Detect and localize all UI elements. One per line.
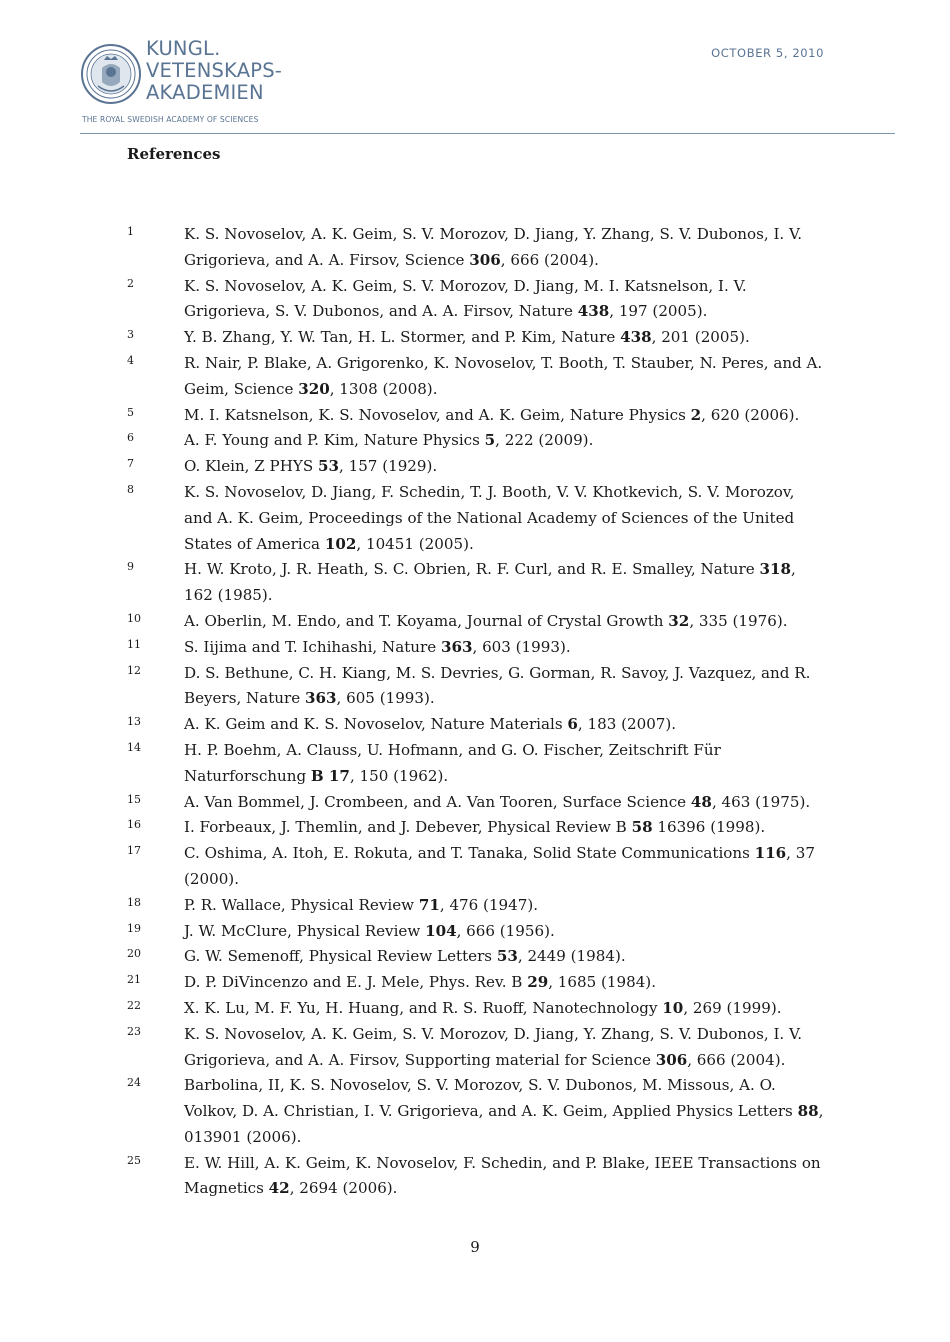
reference-segment: , 222 (2009). — [495, 431, 594, 450]
logo-line: VETENSKAPS- — [146, 59, 283, 82]
reference-segment: , 157 (1929). — [339, 457, 438, 476]
reference-volume: 104 — [425, 921, 457, 940]
reference-item — [0, 274, 950, 326]
reference-text — [184, 661, 824, 713]
reference-text — [184, 325, 824, 351]
reference-volume: 6 — [567, 715, 578, 734]
reference-number: 11 — [127, 637, 141, 651]
reference-volume: 71 — [418, 895, 440, 914]
reference-text — [184, 1073, 824, 1150]
reference-volume: 363 — [304, 689, 337, 708]
reference-volume: 29 — [527, 973, 549, 992]
reference-item — [0, 635, 950, 661]
reference-segment: D. P. DiVincenzo and E. J. Mele, Phys. Rev. B — [184, 973, 528, 992]
reference-volume: 32 — [668, 611, 690, 630]
reference-segment: , 10451 (2005). — [356, 534, 474, 553]
reference-volume: 48 — [690, 792, 712, 811]
reference-item — [0, 454, 950, 480]
reference-item — [0, 996, 950, 1022]
reference-volume: 363 — [440, 637, 473, 656]
reference-segment: , 463 (1975). — [711, 792, 811, 811]
reference-segment: , 37 (2000). — [184, 844, 815, 888]
reference-number: 12 — [127, 663, 141, 677]
reference-number: 8 — [127, 482, 134, 496]
reference-text — [184, 893, 824, 919]
reference-number: 2 — [127, 276, 134, 290]
reference-list — [0, 222, 950, 1202]
reference-item — [0, 351, 950, 403]
reference-text — [184, 403, 824, 429]
academy-subtitle: THE ROYAL SWEDISH ACADEMY OF SCIENCES — [82, 115, 259, 124]
reference-number: 15 — [127, 792, 141, 806]
reference-number: 16 — [127, 818, 141, 832]
reference-item — [0, 480, 950, 557]
reference-segment: , 666 (2004). — [687, 1050, 786, 1069]
reference-segment: , 476 (1947). — [439, 895, 539, 914]
reference-volume: 53 — [317, 457, 339, 476]
reference-number: 21 — [127, 973, 141, 987]
reference-volume: 58 — [631, 818, 653, 837]
reference-item — [0, 428, 950, 454]
reference-number: 20 — [127, 947, 141, 961]
reference-text — [184, 222, 824, 274]
reference-segment: X. K. Lu, M. F. Yu, H. Huang, and R. S. Ruoff, Nanotechnology — [184, 998, 663, 1017]
reference-text — [184, 609, 824, 635]
reference-segment: , 2694 (2006). — [289, 1179, 398, 1198]
reference-number: 7 — [127, 457, 134, 471]
reference-number: 9 — [127, 560, 134, 574]
reference-segment: , 603 (1993). — [472, 637, 571, 656]
reference-volume: 438 — [577, 302, 610, 321]
reference-segment: G. W. Semenoff, Physical Review Letters — [184, 947, 497, 966]
reference-text — [184, 712, 824, 738]
header-divider — [80, 133, 895, 134]
reference-text — [184, 1151, 824, 1203]
reference-segment: , 150 (1962). — [349, 766, 449, 785]
reference-volume: 53 — [496, 947, 518, 966]
reference-number: 14 — [127, 740, 141, 754]
reference-volume: 438 — [620, 328, 652, 347]
reference-segment: A. Oberlin, M. Endo, and T. Koyama, Journal of Crystal Growth — [184, 611, 669, 630]
reference-segment: , 1308 (2008). — [329, 379, 438, 398]
reference-segment: M. I. Katsnelson, K. S. Novoselov, and A. K. Geim, Nature Physics — [184, 405, 691, 424]
reference-volume: 2 — [690, 405, 702, 424]
reference-segment: Barbolina, II, K. S. Novoselov, S. V. Morozov, S. V. Dubonos, M. Missous, A. O. Volkov, D. A. Christian, I. V. Grigorieva, and A. K. Geim, Applied Physics Letters — [184, 1076, 798, 1121]
academy-logo-text — [146, 38, 282, 104]
reference-item — [0, 1022, 950, 1074]
reference-segment: K. S. Novoselov, A. K. Geim, S. V. Morozov, D. Jiang, Y. Zhang, S. V. Dubonos, I. V. Grigorieva, and A. A. Firsov, Supporting material for Science — [184, 1024, 803, 1069]
reference-segment: , 335 (1976). — [689, 611, 788, 630]
reference-text — [184, 480, 824, 557]
reference-segment: , 605 (1993). — [336, 689, 435, 708]
reference-text — [184, 790, 824, 816]
reference-number: 4 — [127, 353, 134, 367]
reference-segment: E. W. Hill, A. K. Geim, K. Novoselov, F. Schedin, and P. Blake, IEEE Transactions on Magnetics — [184, 1153, 821, 1198]
reference-volume: 42 — [268, 1179, 290, 1198]
reference-segment: , 666 (2004). — [500, 250, 599, 269]
reference-segment: , 183 (2007). — [577, 715, 677, 734]
reference-segment: H. W. Kroto, J. R. Heath, S. C. Obrien, R. F. Curl, and R. E. Smalley, Nature — [184, 560, 760, 579]
reference-segment: H. P. Boehm, A. Clauss, U. Hofmann, and G. O. Fischer, Zeitschrift Für Naturforschung — [184, 740, 721, 785]
reference-volume: 102 — [324, 534, 357, 553]
reference-segment: Y. B. Zhang, Y. W. Tan, H. L. Stormer, and P. Kim, Nature — [184, 328, 621, 347]
reference-segment: , 666 (1956). — [456, 921, 555, 940]
reference-item — [0, 893, 950, 919]
reference-item — [0, 661, 950, 713]
reference-volume: 88 — [797, 1102, 819, 1121]
reference-item — [0, 841, 950, 893]
reference-segment: , 162 (1985). — [184, 560, 796, 605]
logo-line: AKADEMIEN — [146, 81, 264, 104]
reference-volume: 116 — [754, 844, 787, 863]
reference-segment: D. S. Bethune, C. H. Kiang, M. S. Devries, G. Gorman, R. Savoy, J. Vazquez, and R. Beyers, Nature — [184, 663, 811, 708]
reference-text — [184, 919, 824, 945]
reference-text — [184, 351, 824, 403]
reference-item — [0, 325, 950, 351]
reference-number: 13 — [127, 715, 141, 729]
reference-item — [0, 222, 950, 274]
reference-segment: , 269 (1999). — [683, 998, 782, 1017]
reference-volume: 306 — [655, 1050, 688, 1069]
page-number: 9 — [470, 1238, 480, 1256]
reference-number: 5 — [127, 405, 134, 419]
reference-text — [184, 1022, 824, 1074]
reference-text — [184, 557, 824, 609]
reference-number: 10 — [127, 611, 141, 625]
reference-item — [0, 970, 950, 996]
reference-item — [0, 1151, 950, 1203]
reference-volume: 318 — [759, 560, 791, 579]
reference-volume: 320 — [298, 379, 330, 398]
document-date: OCTOBER 5, 2010 — [711, 46, 824, 60]
reference-number: 19 — [127, 921, 141, 935]
reference-volume: 10 — [662, 998, 684, 1017]
reference-segment: I. Forbeaux, J. Themlin, and J. Debever, Physical Review B — [184, 818, 632, 837]
reference-item — [0, 944, 950, 970]
reference-text — [184, 454, 824, 480]
reference-item — [0, 403, 950, 429]
reference-segment: , 2449 (1984). — [517, 947, 626, 966]
reference-segment: K. S. Novoselov, A. K. Geim, S. V. Morozov, D. Jiang, Y. Zhang, S. V. Dubonos, I. V. Grigorieva, and A. A. Firsov, Science — [184, 225, 803, 269]
reference-segment: K. S. Novoselov, A. K. Geim, S. V. Morozov, D. Jiang, M. I. Katsnelson, I. V. Grigorieva, S. V. Dubonos, and A. A. Firsov, Nature — [184, 276, 747, 321]
reference-number: 22 — [127, 998, 141, 1012]
reference-text — [184, 944, 824, 970]
reference-segment: 16396 (1998). — [652, 818, 766, 837]
reference-segment: , 201 (2005). — [651, 328, 750, 347]
reference-text — [184, 738, 824, 790]
reference-text — [184, 815, 824, 841]
reference-segment: , 197 (2005). — [609, 302, 708, 321]
reference-text — [184, 970, 824, 996]
reference-segment: S. Iijima and T. Ichihashi, Nature — [184, 637, 441, 656]
reference-number: 6 — [127, 431, 134, 445]
reference-volume: 306 — [469, 250, 501, 269]
reference-item — [0, 557, 950, 609]
reference-item — [0, 1073, 950, 1150]
reference-number: 3 — [127, 328, 134, 342]
reference-text — [184, 635, 824, 661]
reference-number: 18 — [127, 895, 141, 909]
reference-segment: , 1685 (1984). — [548, 973, 656, 992]
reference-segment: , 013901 (2006). — [184, 1102, 824, 1146]
reference-volume: 5 — [484, 431, 496, 450]
reference-item — [0, 712, 950, 738]
reference-segment: , 620 (2006). — [701, 405, 800, 424]
reference-item — [0, 815, 950, 841]
reference-segment: A. Van Bommel, J. Crombeen, and A. Van Tooren, Surface Science — [184, 792, 691, 811]
academy-seal-icon — [80, 38, 142, 110]
reference-segment: P. R. Wallace, Physical Review — [184, 895, 419, 914]
reference-text — [184, 274, 824, 326]
reference-segment: C. Oshima, A. Itoh, E. Rokuta, and T. Tanaka, Solid State Communications — [184, 844, 755, 863]
reference-volume: B 17 — [310, 766, 350, 785]
page-header — [0, 0, 950, 140]
reference-item — [0, 790, 950, 816]
section-title: References — [127, 145, 221, 163]
reference-number: 17 — [127, 844, 141, 858]
reference-number: 23 — [127, 1024, 141, 1038]
reference-item — [0, 738, 950, 790]
reference-number: 24 — [127, 1076, 141, 1090]
reference-number: 1 — [127, 225, 134, 238]
reference-segment: A. K. Geim and K. S. Novoselov, Nature Materials — [184, 715, 568, 734]
reference-segment: O. Klein, Z PHYS — [184, 457, 318, 476]
reference-text — [184, 428, 824, 454]
reference-number: 25 — [127, 1153, 141, 1167]
reference-segment: K. S. Novoselov, D. Jiang, F. Schedin, T. J. Booth, V. V. Khotkevich, S. V. Morozov, and A. K. Geim, Proceedings of the National Academy of Sciences of the United States of America — [184, 482, 795, 553]
reference-text — [184, 841, 824, 893]
reference-text — [184, 996, 824, 1022]
logo-line: KUNGL. — [146, 37, 221, 60]
reference-item — [0, 919, 950, 945]
reference-segment: J. W. McClure, Physical Review — [184, 921, 426, 940]
reference-segment: R. Nair, P. Blake, A. Grigorenko, K. Novoselov, T. Booth, T. Stauber, N. Peres, and A. Geim, Science — [184, 353, 823, 398]
reference-segment: A. F. Young and P. Kim, Nature Physics — [184, 431, 485, 450]
reference-item — [0, 609, 950, 635]
